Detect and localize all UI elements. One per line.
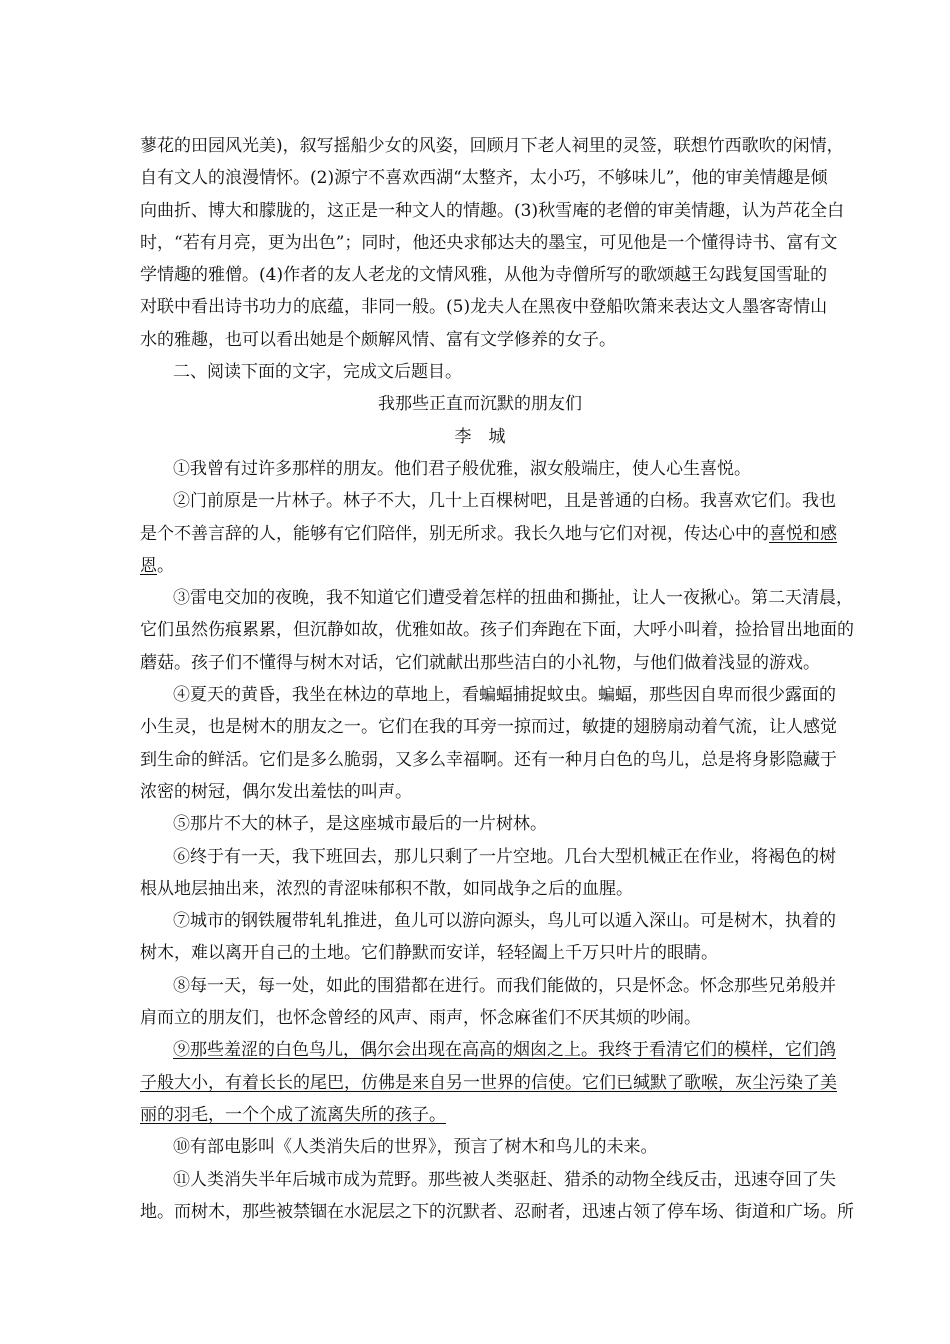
paragraph-8-line: 肩而立的朋友们，也怀念曾经的风声、雨声，怀念麻雀们不厌其烦的吵闹。 — [140, 1008, 701, 1029]
paragraph-4-line: ④夏天的黄昏，我坐在林边的草地上，看蝙蝠捕捉蚊虫。蝙蝠，那些因自卑而很少露面的 — [173, 685, 836, 706]
paragraph-6-line: 根从地层抽出来，浓烈的青涩味郁积不散，如同战争之后的血腥。 — [140, 878, 633, 899]
paragraph-4-line: 到生命的鲜活。它们是多么脆弱，又多么幸福啊。还有一种月白色的鸟儿，总是将身影隐藏于 — [140, 749, 837, 770]
paragraph-9-line — [140, 1067, 837, 1099]
underlined-phrase: 恩 — [140, 555, 157, 576]
paragraph-2-line — [140, 518, 837, 550]
underlined-phrase: 喜悦和感 — [769, 523, 837, 544]
paragraph-2-line — [140, 550, 820, 582]
answer-line: 水的雅趣，也可以看出她是个颇解风情、富有文学修养的女子。 — [140, 329, 616, 350]
paragraph-7-line: ⑦城市的钢铁履带轧轧推进，鱼儿可以游向源头，鸟儿可以遁入深山。可是树木，执着的 — [173, 911, 836, 932]
paragraph-9-line — [140, 1034, 836, 1066]
paragraph-3-line: 蘑菇。孩子们不懂得与树木对话，它们就献出那些洁白的小礼物，与他们做着浅显的游戏。 — [140, 652, 820, 673]
paragraph-6-line: ⑥终于有一天，我下班回去，那儿只剩了一片空地。几台大型机械正在作业，将褐色的树 — [173, 846, 836, 867]
section-heading: 二、阅读下面的文字，完成文后题目。 — [173, 362, 462, 383]
paragraph-3-line: ③雷电交加的夜晚，我不知道它们遭受着怎样的扭曲和撕扯，让人一夜揪心。第二天清晨， — [173, 588, 853, 609]
paragraph-7-line: 树木，难以离开自己的土地。它们静默而安详，轻轻阖上千万只叶片的眼睛。 — [140, 943, 718, 964]
underlined-sentence: 丽的羽毛，一个个成了流离失所的孩子。 — [140, 1104, 446, 1125]
article-author: 李 城 — [454, 426, 506, 447]
paragraph-9-line — [140, 1099, 820, 1131]
answer-line: 时，“若有月亮，更为出色”；同时，他还央求郁达夫的墨宝，可见他是一个懂得诗书、富有文 — [140, 232, 838, 253]
answer-line: 蓼花的田园风光美)，叙写摇船少女的风姿，回顾月下老人祠里的灵签，联想竹西歌吹的闲情， — [140, 136, 844, 156]
paragraph-10: ⑩有部电影叫《人类消失后的世界》，预言了树木和鸟儿的未来。 — [173, 1137, 658, 1158]
underlined-sentence: 子般大小，有着长长的尾巴，仿佛是来自另一世界的信使。它们已缄默了歌喉，灰尘污染了美 — [140, 1072, 837, 1093]
paragraph-11-line: 地。而树木，那些被禁锢在水泥层之下的沉默者、忍耐者，迅速占领了停车场、街道和广场。所 — [140, 1201, 854, 1222]
underlined-sentence: ⑨那些羞涩的白色鸟儿，偶尔会出现在高高的烟囱之上。我终于看清它们的模样，它们鸽 — [173, 1040, 836, 1061]
paragraph-5: ⑤那片不大的林子，是这座城市最后的一片树林。 — [173, 814, 547, 835]
paragraph-text: 。 — [157, 555, 174, 576]
answer-line: 对联中看出诗书功力的底蕴，非同一般。(5)龙夫人在黑夜中登船吹箫来表达文人墨客寄情山 — [140, 297, 828, 318]
answer-line: 学情趣的雅僧。(4)作者的友人老龙的文情风雅，从他为寺僧所写的歌颂越王勾践复国雪耻的 — [140, 265, 828, 286]
paragraph-11-line: ⑪人类消失半年后城市成为荒野。那些被人类驱赶、猎杀的动物全线反击，迅速夺回了失 — [173, 1169, 836, 1190]
article-title: 我那些正直而沉默的朋友们 — [378, 394, 582, 415]
paragraph-2-line: ②门前原是一片林子。林子不大，几十上百棵树吧，且是普通的白杨。我喜欢它们。我也 — [173, 491, 836, 512]
paragraph-4-line: 小生灵，也是树木的朋友之一。它们在我的耳旁一掠而过，敏捷的翅膀扇动着气流，让人感觉 — [140, 717, 837, 738]
answer-line: 自有文人的浪漫情怀。(2)源宁不喜欢西湖“太整齐，太小巧，不够味儿”，他的审美情趣是倾 — [140, 168, 828, 189]
paragraph-8-line: ⑧每一天，每一处，如此的围猎都在进行。而我们能做的，只是怀念。怀念那些兄弟般并 — [173, 975, 836, 996]
paragraph-text: 是个不善言辞的人，能够有它们陪伴，别无所求。我长久地与它们对视，传达心中的 — [140, 523, 769, 544]
paragraph-3-line: 它们虽然伤痕累累，但沉静如故，优雅如故。孩子们奔跑在下面，大呼小叫着，捡拾冒出地面的 — [140, 620, 854, 641]
paragraph-4-line: 浓密的树冠，偶尔发出羞怯的叫声。 — [140, 781, 412, 802]
paragraph-1: ①我曾有过许多那样的朋友。他们君子般优雅，淑女般端庄，使人心生喜悦。 — [173, 458, 751, 479]
answer-line: 向曲折、博大和朦胧的，这正是一种文人的情趣。(3)秋雪庵的老僧的审美情趣，认为芦花全白 — [140, 200, 845, 221]
text-column — [140, 130, 854, 1228]
